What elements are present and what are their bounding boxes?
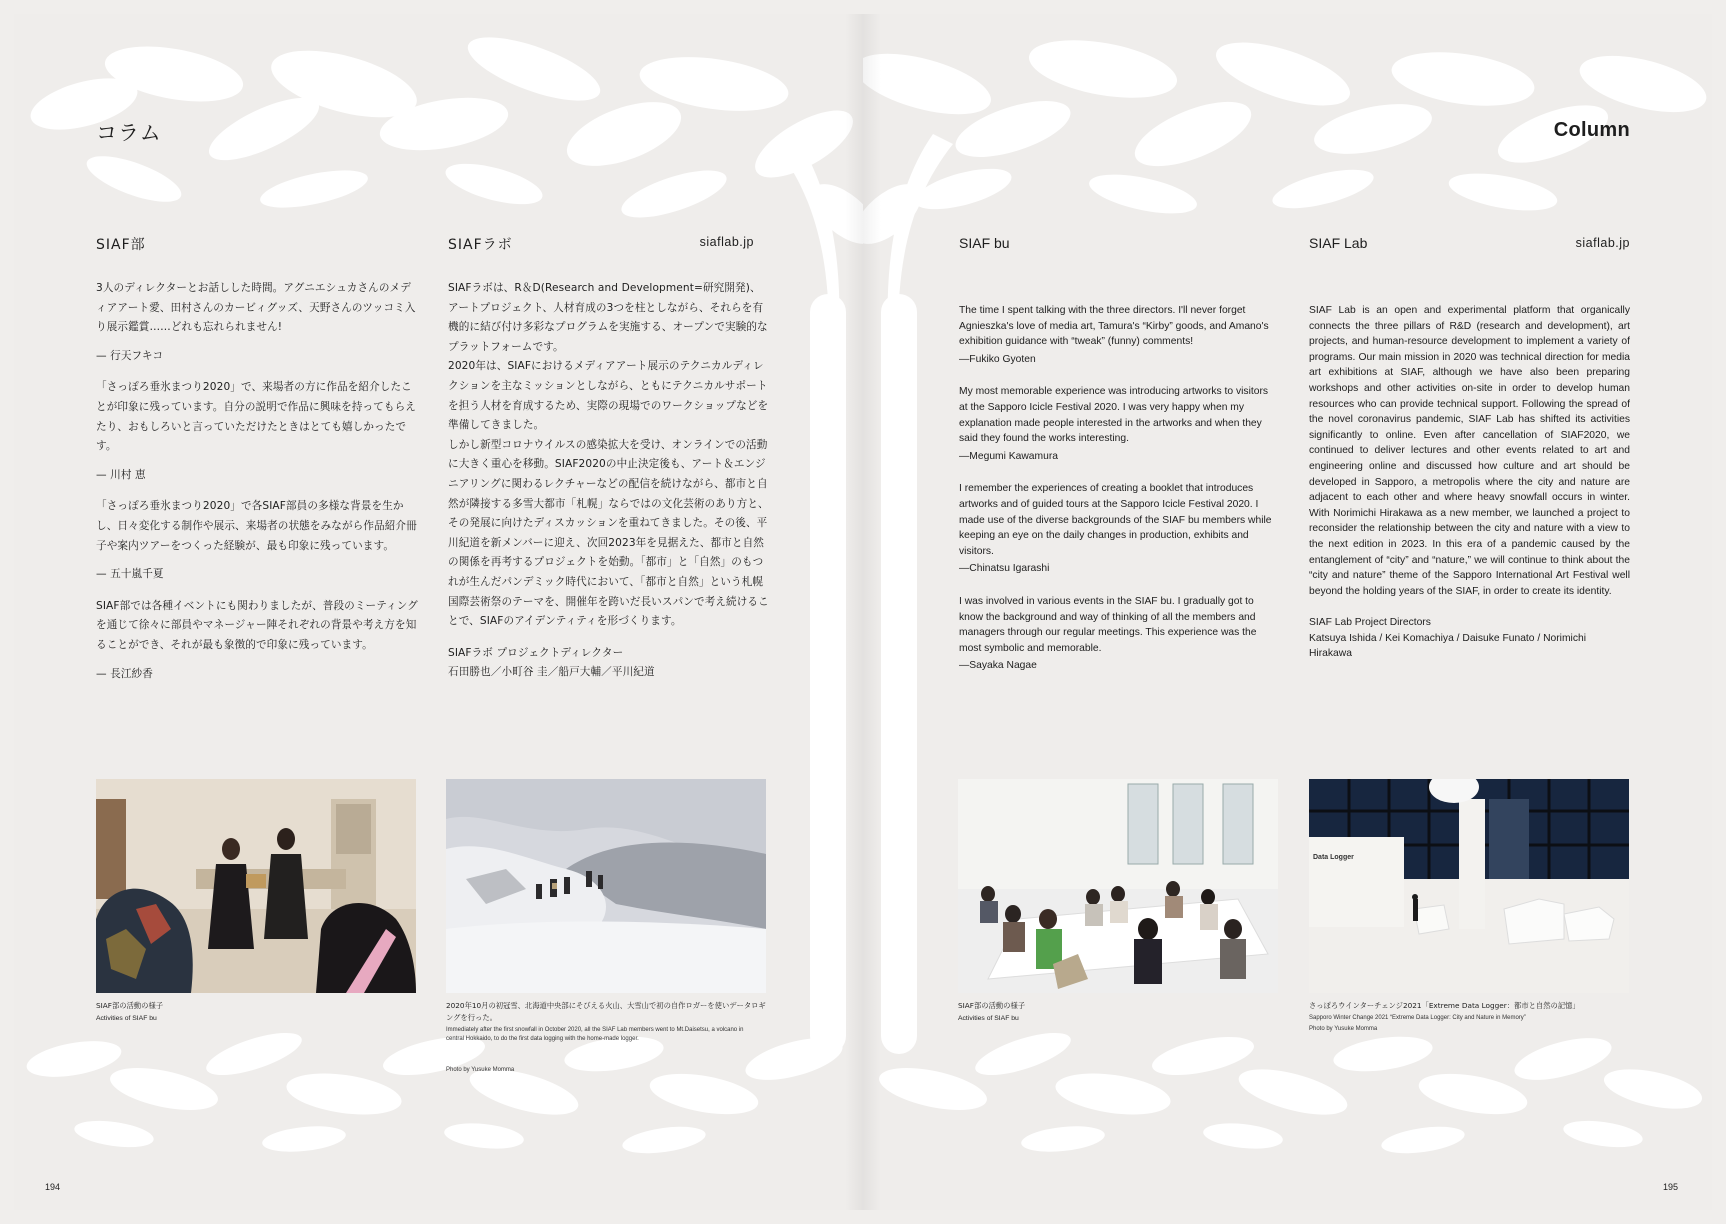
siaf-lab-url: siaflab.jp (699, 235, 754, 249)
siaf-bu-comments (96, 279, 420, 696)
comment-author: — 五十嵐千夏 (96, 568, 164, 581)
siaf-lab-url: siaflab.jp (1575, 236, 1630, 250)
page-heading: コラム (96, 121, 162, 145)
body-paragraph: SIAFラボは、R＆D(Research and Development=研究開発)、アートプロジェクト、人材育成の3つを柱としながら、それらを有機的に結び付け多彩なプログラムを実施する、オープンで実験的なプラットフォームです。 (448, 282, 768, 353)
comment-text: I was involved in various events in the SIAF bu. I gradually got to know the background and way of thinking of all the members and managers through our regular meetings. This experience was the most symbolic and memorable. (959, 595, 1257, 654)
siaf-lab-title: SIAF Lab (1309, 235, 1368, 251)
photo-mt-daisetsu (446, 779, 766, 993)
photo-caption-en: Sapporo Winter Change 2021 “Extreme Data Logger: City and Nature in Memory” (1309, 1015, 1526, 1021)
right-page (863, 14, 1712, 1210)
directors-label: SIAF Lab Project Directors (1309, 617, 1431, 629)
gutter-shadow (845, 14, 863, 1210)
comment-text: I remember the experiences of creating a booklet that introduces artworks and of guided tours at the Sapporo Icicle Festival 2020. I made use of the diverse backgrounds of the SIAF bu members while keeping an eye on the daily changes in production, exhibits and visitors. (959, 483, 1272, 557)
photo-siaf-bu-activity (96, 779, 416, 993)
comment-text: The time I spent talking with the three directors. I'll never forget Agnieszka's love of media art, Tamura's “Kirby” goods, and Amano's exhibition guidance with “tweak” (funny) comments! (959, 305, 1269, 348)
exhibit-sign-text: Data Logger (1313, 854, 1354, 861)
photo-caption-jp: 2020年10月の初冠雪、北海道中央部にそびえる火山、大雪山で初の自作ロガーを使いデータロギングを行った。 (446, 1001, 766, 1022)
siaf-lab-body (448, 279, 771, 683)
body-paragraph: SIAF Lab is an open and experimental platform that organically connects the three pillars of R&D (research and development), art projects, and human-resource development to implement a variety of programs. Our main mission in 2020 was technical direction for media art exhibitions at SIAF, although we have also been preparing workshops and other activities on-site in order to develop human resources who can provide technical support. Following the spread of the novel coronavirus pandemic, SIAF Lab has shifted its activities significantly to online. Even after cancellation of SIAF2020, we continued to deliver lectures and other events related to art and engineering online and discussed how culture and art should be developed in Sapporo, a metropolis where the city and nature are adjacent to each other and where heavy snowfall occurs in winter. With Norimichi Hirakawa as a new member, we launched a project to reconsider the relationship between the city and nature with a view to the next edition in 2023. In this era of a pandemic caused by the entanglement of “city” and “nature,” we will continue to think about the “city and nature” theme of the Sapporo International Art Festival well beyond the holding years of the SIAF, in order to create its identity. (1309, 305, 1630, 597)
siaf-bu-title: SIAF部 (96, 237, 146, 253)
comment-author: —Chinatsu Igarashi (959, 563, 1050, 575)
comment-text: 「さっぽろ垂氷まつり2020」で、来場者の方に作品を紹介したことが印象に残っています。自分の説明で作品に興味を持ってもらえたり、おもしろいと言っていただけたときはとても嬉しかったです。 (96, 381, 416, 453)
photo-caption-en: Activities of SIAF bu (958, 1015, 1019, 1022)
left-page (14, 14, 863, 1210)
photo-credit: Photo by Yusuke Momma (1309, 1026, 1378, 1032)
comment-author: — 長江紗香 (96, 667, 153, 680)
siaf-bu-comments (959, 303, 1273, 691)
comment-author: — 行天フキコ (96, 349, 164, 362)
body-paragraph: しかし新型コロナウイルスの感染拡大を受け、オンラインでの活動に大きく重心を移動。SIAF2020の中止決定後も、アート＆エンジニアリングに関わるレクチャーなどの配信を続けながら、都市と自然が隣接する多雪大都市「札幌」ならではの文化芸術のあり方と、その発展に向けたディスカッションを重ねてきました。その後、平川紀道を新メンバーに迎え、次回2023年を見据えた、都市と自然の関係を再考するプロジェクトを始動。「都市」と「自然」のもつれが生んだパンデミック時代において、「都市と自然」という札幌国際芸術祭のテーマを、開催年を跨いだ長いスパンで考え続けることで、SIAFのアイデンティティを形づくります。 (448, 438, 769, 628)
directors-names: Katsuya Ishida / Kei Komachiya / Daisuke Funato / Norimichi Hirakawa (1309, 632, 1586, 660)
photo-caption-jp: さっぽろウインターチェンジ2021「Extreme Data Logger：都市と自然の記憶」 (1309, 1001, 1580, 1010)
photo-caption-jp: SIAF部の活動の様子 (96, 1001, 164, 1010)
photo-caption-jp: SIAF部の活動の様子 (958, 1001, 1026, 1010)
comment-text: My most memorable experience was introducing artworks to visitors at the Sapporo Icicle Festival 2020. I was very happy when my explanation made people interested in the artworks and when they said they found the works interesting. (959, 386, 1269, 445)
photo-caption-en: Activities of SIAF bu (96, 1015, 157, 1022)
siaf-bu-title: SIAF bu (959, 235, 1010, 251)
gutter-shadow (863, 14, 881, 1210)
page-number: 194 (45, 1182, 61, 1192)
comment-text: 「さっぽろ垂氷まつり2020」で各SIAF部員の多様な背景を生かし、日々変化する制作や展示、来場者の状態をみながら作品紹介冊子や案内ツアーをつくった経験が、最も印象に残っています。 (96, 500, 417, 552)
page-number: 195 (1663, 1182, 1679, 1192)
comment-author: — 川村 恵 (96, 468, 146, 481)
siaf-lab-body (1309, 303, 1630, 662)
directors-names: 石田勝也／小町谷 圭／船戸大輔／平川紀道 (448, 666, 655, 679)
comment-author: —Fukiko Gyoten (959, 353, 1036, 365)
comment-text: SIAF部では各種イベントにも関わりましたが、普段のミーティングを通じて徐々に部員やマネージャー陣それぞれの背景や考え方を知ることができ、それが最も象徴的で印象に残っています。 (96, 599, 418, 651)
comment-author: —Megumi Kawamura (959, 450, 1058, 462)
comment-author: —Sayaka Nagae (959, 660, 1037, 672)
page-heading: Column (1553, 119, 1630, 141)
photo-siaf-bu-meeting (958, 779, 1278, 993)
siaf-lab-title: SIAFラボ (448, 237, 513, 253)
photo-extreme-data-logger (1309, 779, 1629, 993)
photo-caption-en: Immediately after the first snowfall in October 2020, all the SIAF Lab members went to Mt.Daisetsu, a volcano in central Hokkaido, to do the first data logging with the home-made logger. (446, 1027, 744, 1042)
body-paragraph: 2020年は、SIAFにおけるメディアアート展示のテクニカルディレクションを主なミッションとしながら、ともにテクニカルサポートを担う人材を育成するため、実際の現場でのワークショップなどを準備してきました。 (448, 360, 769, 432)
comment-text: 3人のディレクターとお話しした時間。アグニエシュカさんのメディアアート愛、田村さんのカービィグッズ、天野さんのツッコミ入り展示鑑賞……どれも忘れられません! (96, 282, 416, 334)
directors-label: SIAFラボ プロジェクトディレクター (448, 646, 624, 659)
photo-credit: Photo by Yusuke Momma (446, 1067, 515, 1073)
